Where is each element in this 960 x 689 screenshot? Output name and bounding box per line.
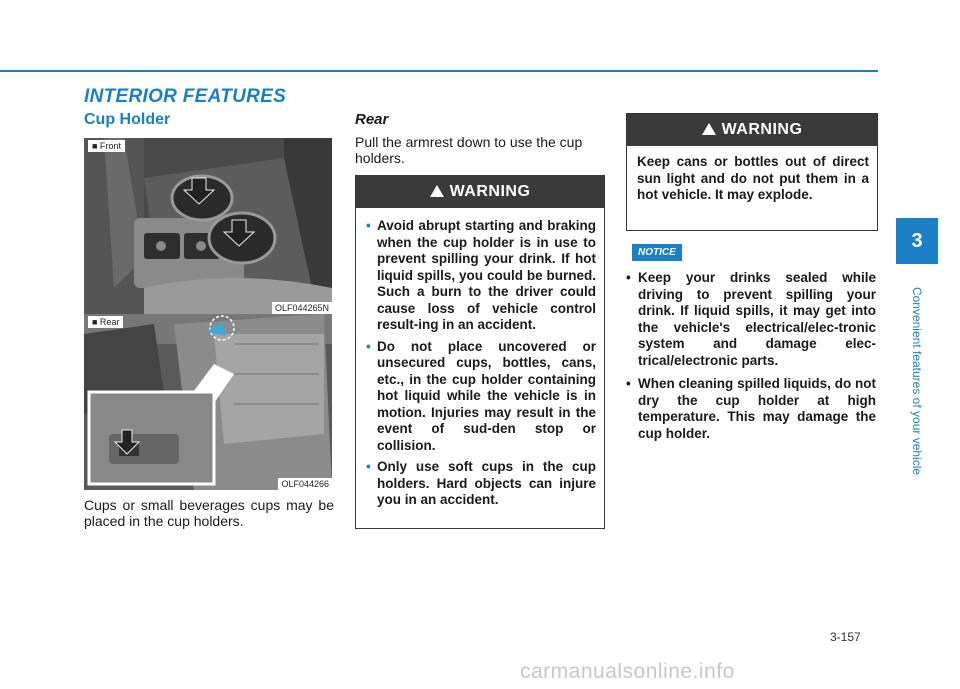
rear-description: Pull the armrest down to use the cup holders. [355,134,583,166]
warning-box-middle [355,175,605,529]
watermark: carmanualsonline.info [520,660,735,683]
rear-figure-label: ■ Rear [88,316,123,328]
rear-figure-code: OLF044266 [278,478,332,490]
warning-item: • Avoid abrupt starting and braking when the cup holder is in use to prevent spilling your drink. If hot liquid spills, you could be burned. Such a burn to the driver could cause loss of vehicle control result-ing in an accident. [366,218,596,332]
warning-header-middle [356,176,604,208]
notice-item: • When cleaning spilled liquids, do not dry the cup holder at high temperature. This may damage the cup holder. [626,376,876,441]
warning-title-middle: WARNING [449,183,531,200]
rear-cup-holder-illustration [84,314,332,490]
bullet-dot: • [626,270,631,285]
warning-body-right: Keep cans or bottles out of direct sun light and do not put them in a hot vehicle. It may explode. [637,154,869,202]
bullet-dot: • [366,338,371,354]
notice-badge: NOTICE [632,244,682,261]
cup-holder-title: Cup Holder [84,111,171,128]
chapter-side-title [896,268,938,493]
chapter-title-text: Convenient features of your vehicle [910,286,924,475]
cup-holder-description: Cups or small beverages cups may be placed in the cup holders. [84,497,334,529]
warning-item: • Do not place uncovered or unsecured cups, bottles, cans, etc., in the cup holder containing hot liquid while the vehicle is in motion. Injuries may result in the event of sud-den stop or collision. [366,338,596,453]
warning-triangle-icon [430,185,444,197]
rear-cup-holder-figure [84,314,332,490]
chapter-tab: 3 [896,218,938,264]
notice-item: • Keep your drinks sealed while driving to prevent spilling your drink. If liquid spills, it may get into the vehicle's electrical/elec-tronic system and damage elec-trical/electronic parts. [626,270,876,368]
warning-title-right: WARNING [721,121,803,138]
section-title: INTERIOR FEATURES [84,86,287,107]
bullet-dot: • [366,459,371,474]
front-cup-holder-illustration [84,138,332,314]
warning-item: • Only use soft cups in the cup holders. Hard objects can injure you in an accident. [366,459,596,507]
top-rule [0,70,878,72]
warning-list-middle [356,208,604,509]
notice-list [626,270,876,449]
bullet-dot: • [366,218,371,233]
warning-box-right [626,113,878,231]
page-number: 3-157 [830,630,861,644]
warning-triangle-icon [702,123,716,135]
front-figure-label: ■ Front [88,140,125,152]
front-cup-holder-figure [84,138,332,314]
warning-header-right [627,114,877,146]
front-figure-code: OLF044265N [272,302,332,314]
rear-title: Rear [355,111,389,128]
bullet-dot: • [626,376,631,391]
